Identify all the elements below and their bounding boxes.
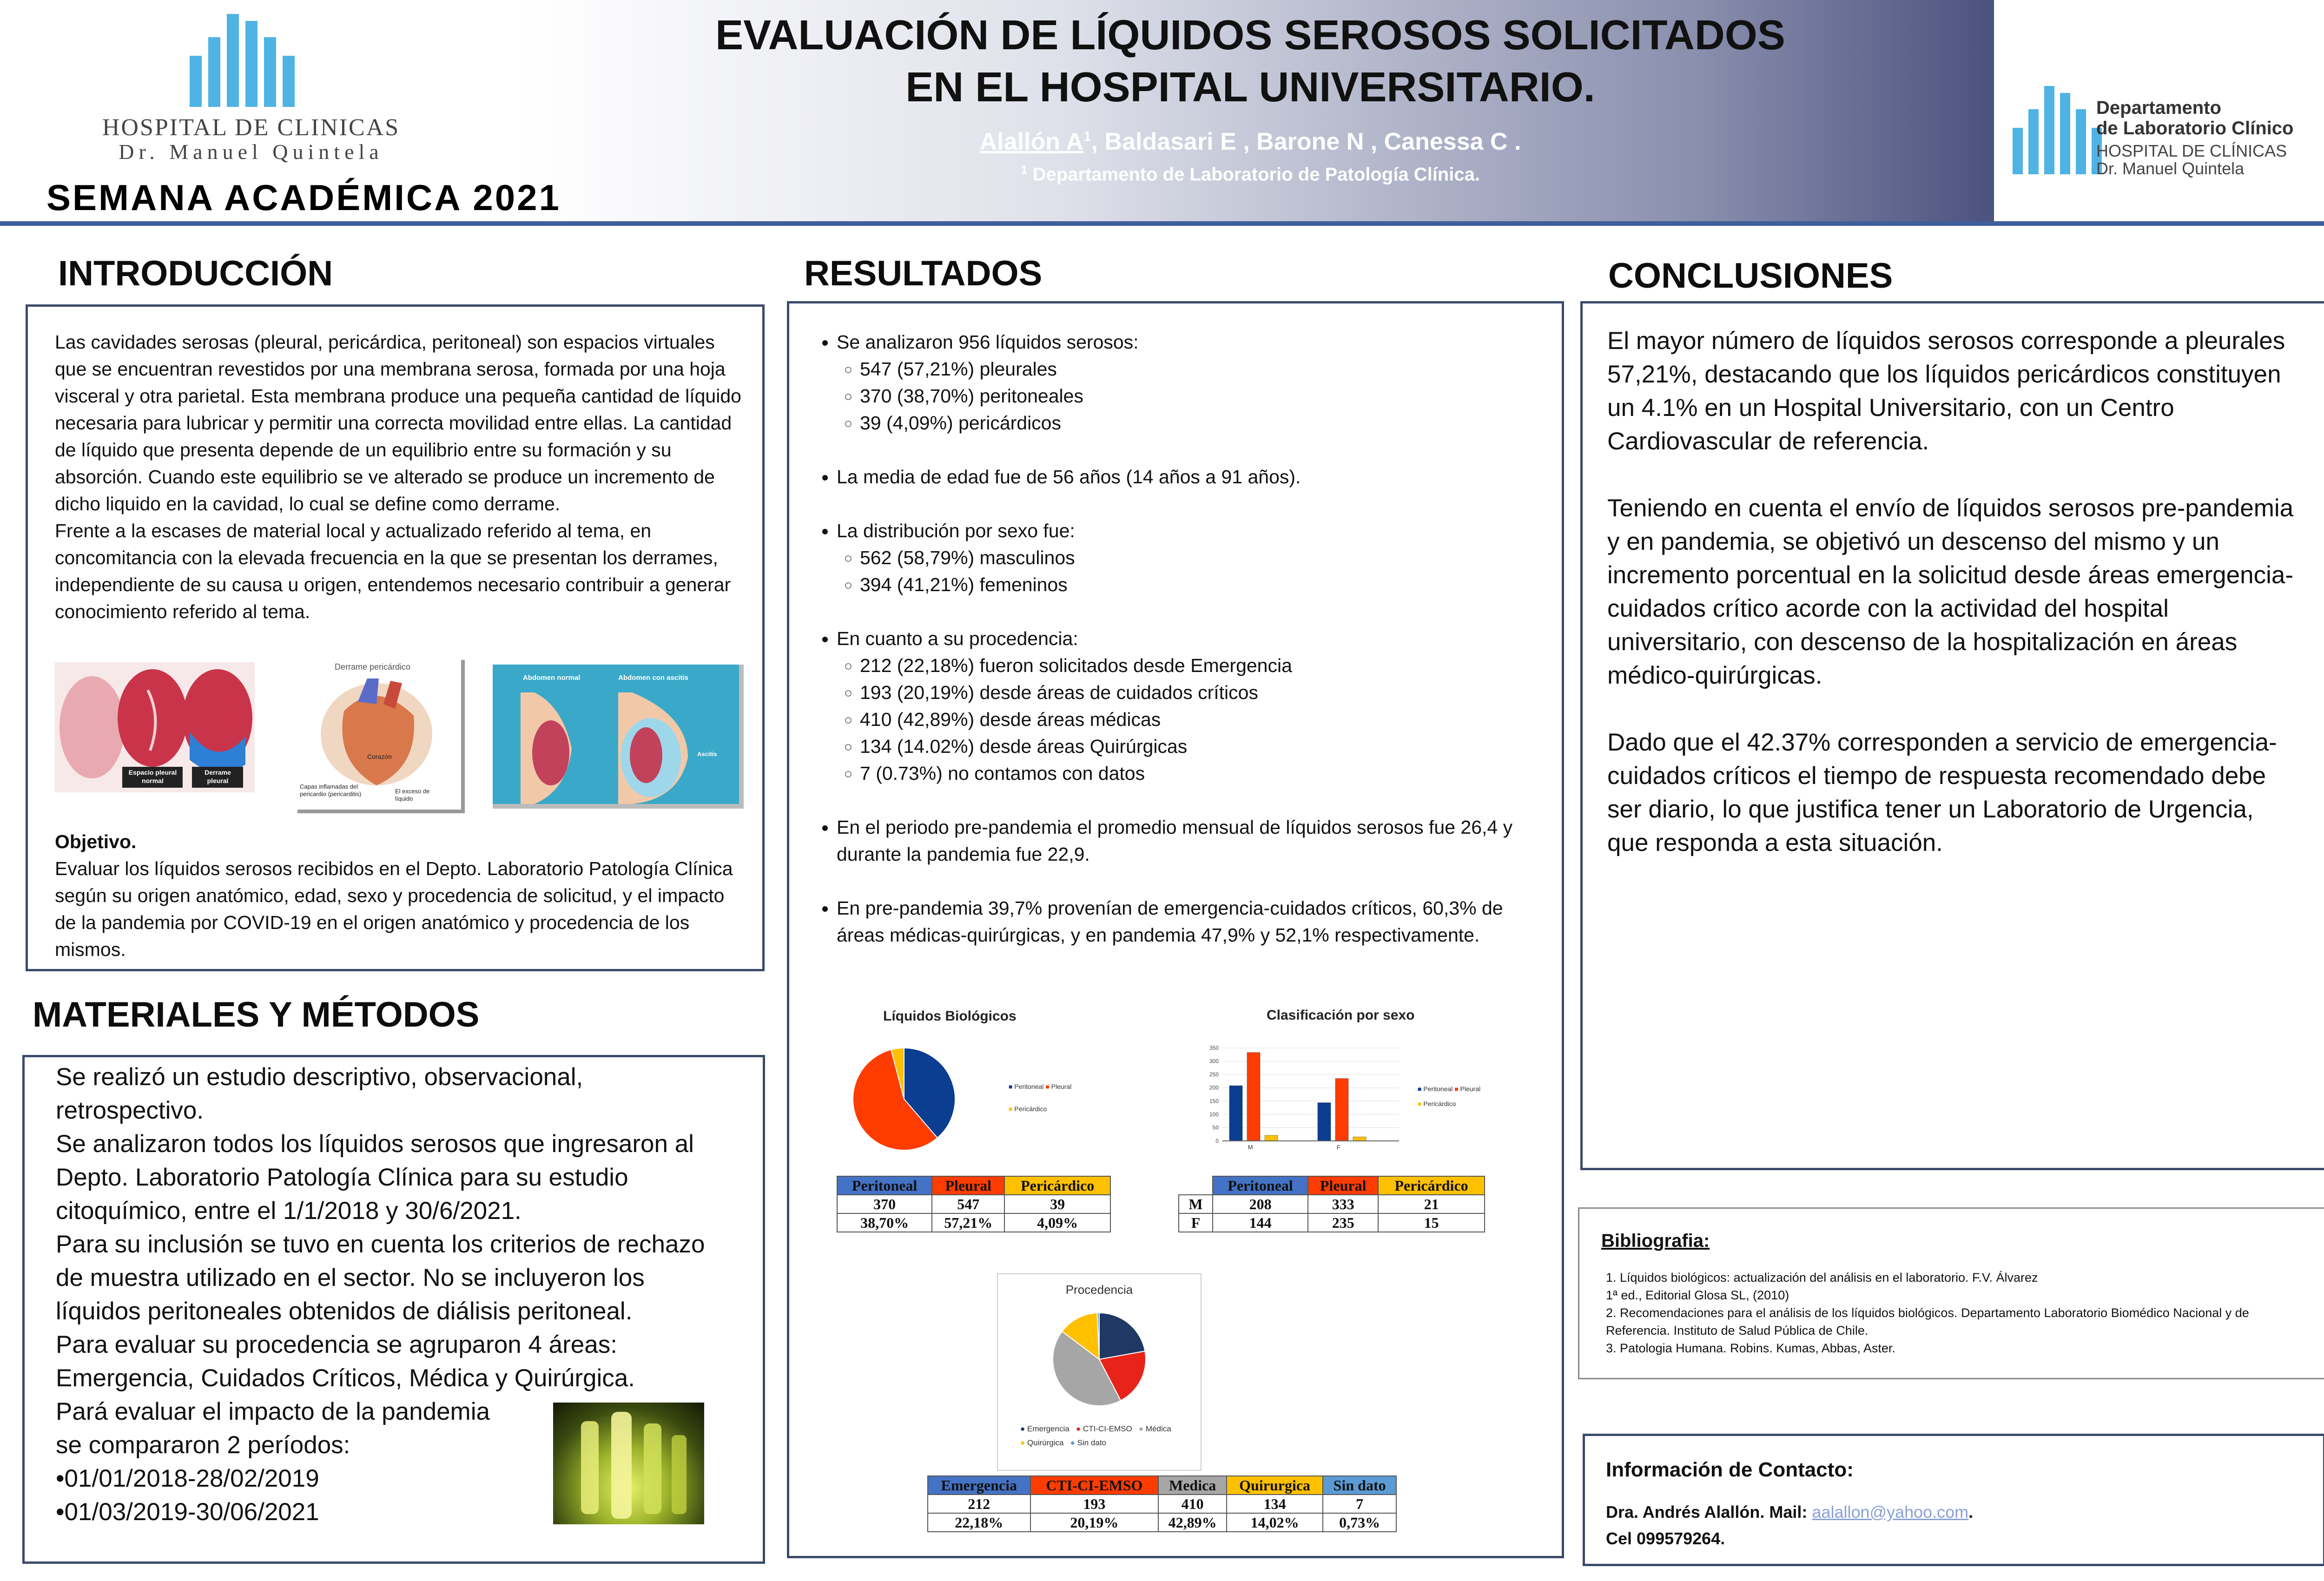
table-row	[1179, 1195, 1485, 1213]
legend-sin-dato: Sin dato	[1077, 1438, 1107, 1447]
result-subitem: ◦ 394 (41,21%) femeninos	[860, 571, 1543, 598]
result-subitem: ◦ 7 (0.73%) no contamos con datos	[860, 760, 1543, 787]
reference-item: 1ª ed., Editorial Glosa SL, (2010)	[1606, 1288, 1789, 1302]
event-name: SEMANA ACADÉMICA 2021	[46, 177, 561, 218]
dept-logo-line3: HOSPITAL DE CLÍNICAS	[2096, 141, 2287, 160]
conclusions-title: CONCLUSIONES	[1608, 256, 1893, 296]
result-item: • En cuanto a su procedencia: ◦ 212 (22,18%) fueron solicitados desde Emergencia ◦ 193 (20,19%) desde áreas de cuidados críticos ◦ 410 (42,89%) desde áreas médicas ◦ 134 (14.02%) desde áreas Quirúrgicas ◦ 7 (0.73%) no contamos con datos	[837, 625, 1543, 787]
legend-cti: CTI-CI-EMSO	[1083, 1424, 1132, 1433]
table-cell: F	[1179, 1213, 1213, 1232]
abdomen-icon	[493, 665, 744, 809]
excess-fluid-label: El exceso de líquido	[395, 788, 430, 802]
poster-title	[604, 9, 1896, 113]
table-header: Pleural	[932, 1176, 1004, 1195]
legend-emergencia: Emergencia	[1027, 1424, 1070, 1433]
hospital-name-line2: Dr. Manuel Quintela	[119, 140, 383, 164]
affil-sup: 1	[1021, 163, 1028, 177]
intro-paragraph-2: Frente a la escases de material local y actualizado referido al tema, en concomitancia con la elevada frecuencia en la que se presentan los derrames, independiente de su causa u origen, entendemos necesario contribuir a generar conocimiento referido al tema.	[55, 520, 731, 622]
test-tubes-photo	[553, 1403, 704, 1524]
chart1-title: Líquidos Biológicos	[883, 1008, 1017, 1024]
result-item: • Se analizaron 956 líquidos serosos: ◦ 547 (57,21%) pleurales ◦ 370 (38,70%) peritoneales ◦ 39 (4,09%) pericárdicos	[837, 329, 1543, 436]
table-cell: 333	[1308, 1195, 1378, 1213]
title-line-1: EVALUACIÓN DE LÍQUIDOS SEROSOS SOLICITADOS	[715, 12, 1785, 59]
methods-paragraph-4: Para evaluar su procedencia se agruparon 4 áreas: Emergencia, Cuidados Críticos, Médica y Quirúrgica.	[56, 1331, 635, 1392]
methods-paragraph-3: Para su inclusión se tuvo en cuenta los criterios de rechazo de muestra utilizado en el sector. No se incluyeron los líquidos peritoneales obtenidos de diálisis peritoneal.	[56, 1231, 705, 1325]
legend-pleural: Pleural	[1460, 1085, 1481, 1093]
table-cell: 14,02%	[1227, 1513, 1323, 1532]
reference-item: 2. Recomendaciones para el análisis de los líquidos biológicos. Departamento Laboratorio Biomédico Nacional y de Referencia. Instituto de Salud Pública de Chile.	[1606, 1306, 2249, 1337]
bar-f-pleural	[1335, 1079, 1348, 1141]
bibliography-list	[1606, 1269, 2303, 1357]
table-cell: 212	[928, 1495, 1030, 1513]
results-list	[809, 329, 1543, 949]
dept-logo-line2: de Laboratorio Clínico	[2096, 118, 2294, 138]
dept-logo-bars-icon	[2013, 86, 2102, 174]
chart3-legend: ● Emergencia ● CTI-CI-EMSO ● Médica ● Quirúrgica ● Sin dato	[1020, 1424, 1171, 1447]
intro-text	[55, 329, 743, 625]
result-item: • La distribución por sexo fue: ◦ 562 (58,79%) masculinos ◦ 394 (41,21%) femeninos	[837, 517, 1543, 598]
conclusion-paragraph-2: Teniendo en cuenta el envío de líquidos serosos pre-pandemia y en pandemia, se objetivó un descenso del mismo y un incremento porcentual en la solicitud desde áreas emergencia-cuidados crítico acorde con la actividad del hospital universitario, con descenso de la hospitalización en áreas médico-quirúrgicas.	[1607, 494, 2294, 689]
table-sexo	[1178, 1176, 1485, 1232]
table-cell: 57,21%	[932, 1213, 1004, 1232]
results-title: RESULTADOS	[804, 254, 1043, 293]
table-cell: 193	[1030, 1495, 1159, 1513]
methods-paragraph-2: Se analizaron todos los líquidos serosos que ingresaron al Depto. Laboratorio Patología Clínica para su estudio citoquímico, entre el 1/1/2018 y 30/6/2021.	[56, 1130, 694, 1225]
affiliation	[604, 163, 1896, 185]
pericardial-title: Derrame pericárdico	[335, 662, 411, 672]
result-subitem: ◦ 547 (57,21%) pleurales	[860, 356, 1543, 382]
reference-item: 1. Líquidos biológicos: actualización del análisis en el laboratorio. F.V. Álvarez	[1606, 1271, 2038, 1285]
table-header: Pericárdico	[1378, 1176, 1485, 1195]
y-tick-label: 200	[1209, 1084, 1219, 1091]
affiliation-text: Departamento de Laboratorio de Patología Clínica.	[1032, 164, 1480, 185]
legend-pericardico: Pericárdico	[1423, 1100, 1456, 1107]
result-subitem: ◦ 370 (38,70%) peritoneales	[860, 382, 1543, 409]
pericardial-illustration	[297, 660, 465, 813]
result-subitem: ◦ 212 (22,18%) fueron solicitados desde Emergencia	[860, 652, 1543, 679]
table-cell: 22,18%	[928, 1513, 1030, 1532]
objective-block	[55, 828, 743, 963]
sexo-bar-chart	[1199, 1041, 1408, 1157]
authors	[604, 128, 1896, 156]
conclusions-text	[1607, 324, 2295, 860]
methods-paragraph-5a: Pará evaluar el impacto de la pandemia	[56, 1398, 490, 1425]
bar-m-peric-rdico	[1265, 1135, 1278, 1141]
author-sup: 1	[1083, 129, 1091, 145]
ascites-label: Ascitis	[697, 751, 717, 758]
result-item: • En el periodo pre-pandemia el promedio mensual de líquidos serosos fue 26,4 y durante la pandemia fue 22,9.	[837, 814, 1543, 868]
table-row	[928, 1495, 1396, 1513]
conclusion-paragraph-3: Dado que el 42.37% corresponden a servicio de emergencia-cuidados críticos el tiempo de respuesta recomendado debe ser diario, lo que justifica tener un Laboratorio de Urgencia, que responda a esta situación.	[1607, 729, 2277, 856]
ascites-illustration	[493, 665, 744, 809]
methods-paragraph-1: Se realizó un estudio descriptivo, observacional, retrospectivo.	[56, 1063, 583, 1124]
x-tick-label: F	[1337, 1144, 1340, 1151]
contact-email-line	[1606, 1502, 1973, 1522]
normal-abdomen-label: Abdomen normal	[523, 674, 581, 682]
chart1-legend: ■ Peritoneal ■ Pleural ■ Pericárdico	[1009, 1083, 1072, 1113]
bar-f-peric-rdico	[1353, 1137, 1366, 1141]
methods-title: MATERIALES Y MÉTODOS	[33, 995, 480, 1034]
legend-medica: Médica	[1145, 1424, 1171, 1433]
chart3-title: Procedencia	[1065, 1283, 1133, 1297]
y-tick-label: 150	[1209, 1098, 1219, 1105]
table-cell: 15	[1378, 1213, 1485, 1232]
legend-peritoneal: Peritoneal	[1014, 1083, 1044, 1090]
bar-m-pleural	[1247, 1053, 1260, 1141]
other-authors: , Baldasari E , Barone N , Canessa C .	[1091, 128, 1521, 155]
test-tubes-icon	[553, 1403, 704, 1524]
first-author: Alallón A	[979, 128, 1083, 155]
table-row	[928, 1513, 1396, 1532]
pericardium-label: Capas inflamadas del pericardio (pericarditis)	[300, 783, 362, 797]
table-cell: 134	[1227, 1495, 1323, 1513]
result-subitem: ◦ 562 (58,79%) masculinos	[860, 544, 1543, 571]
y-tick-label: 0	[1215, 1138, 1219, 1144]
table-cell: 235	[1308, 1213, 1378, 1232]
contact-name: Dra. Andrés Alallón. Mail:	[1606, 1502, 1812, 1522]
contact-phone: Cel 099579264.	[1606, 1529, 1725, 1548]
methods-period-2: •01/03/2019-30/06/2021	[56, 1498, 319, 1526]
legend-peritoneal: Peritoneal	[1423, 1085, 1453, 1093]
table-header: Quirurgica	[1227, 1476, 1323, 1495]
table-header: Pleural	[1308, 1176, 1378, 1195]
table-cell: 20,19%	[1030, 1513, 1159, 1532]
table-header: Sin dato	[1323, 1476, 1396, 1495]
legend-pleural: Pleural	[1051, 1083, 1072, 1090]
table-cell: 42,89%	[1158, 1513, 1227, 1532]
table-cell: 370	[837, 1195, 932, 1213]
reference-item: 3. Patologia Humana. Robins. Kumas, Abbas, Aster.	[1606, 1341, 1895, 1355]
objective-text: Evaluar los líquidos serosos recibidos en el Depto. Laboratorio Patología Clínica según su origen anatómico, edad, sexo y procedencia de solicitud, y el impacto de la pandemia por COVID-19 en el origen anatómico y procedencia de los mismos.	[55, 858, 733, 960]
department-logo	[2013, 86, 2102, 174]
dept-logo-line4: Dr. Manuel Quintela	[2096, 159, 2245, 178]
ascites-abdomen-label: Abdomen con ascitis	[618, 674, 688, 682]
y-tick-label: 250	[1209, 1071, 1219, 1078]
result-item: • En pre-pandemia 39,7% provenían de emergencia-cuidados críticos, 60,3% de áreas médicas-quirúrgicas, y en pandemia 47,9% y 52,1% respectivamente.	[837, 895, 1543, 949]
table-header: Pericárdico	[1004, 1176, 1110, 1195]
logo-bars-icon	[190, 14, 295, 107]
liquidos-pie-chart	[851, 1046, 967, 1162]
result-subitem: ◦ 134 (14.02%) desde áreas Quirúrgicas	[860, 733, 1543, 760]
chart2-title: Clasificación por sexo	[1267, 1008, 1415, 1023]
legend-pericardico: Pericárdico	[1014, 1105, 1047, 1113]
table-procedencia	[927, 1476, 1397, 1532]
procedencia-pie-chart	[1048, 1308, 1150, 1410]
methods-period-1: •01/01/2018-28/02/2019	[56, 1465, 319, 1492]
chart2-legend: ■ Peritoneal ■ Pleural ■ Pericárdico	[1418, 1085, 1481, 1107]
pleural-illustration	[55, 662, 255, 792]
heart-label: Corazón	[367, 753, 392, 760]
bar-m-peritoneal	[1229, 1086, 1242, 1141]
x-tick-label: M	[1248, 1144, 1253, 1151]
table-header: Peritoneal	[837, 1176, 932, 1195]
objective-label: Objetivo.	[55, 831, 137, 852]
intro-title: INTRODUCCIÓN	[58, 254, 333, 293]
bibliography-title: Bibliografia:	[1601, 1231, 1710, 1251]
dept-logo-line1: Departamento	[2096, 98, 2221, 118]
table-header: Medica	[1158, 1476, 1227, 1495]
table-row	[1179, 1213, 1485, 1232]
table-header: CTI-CI-EMSO	[1030, 1476, 1159, 1495]
result-subitem: ◦ 410 (42,89%) desde áreas médicas	[860, 706, 1543, 733]
table-cell: 4,09%	[1004, 1213, 1110, 1232]
table-cell: 208	[1213, 1195, 1308, 1213]
table-cell: 0,73%	[1323, 1513, 1396, 1532]
table-liquidos	[837, 1176, 1111, 1232]
contact-period: .	[1968, 1502, 1974, 1522]
table-row	[837, 1195, 1110, 1213]
table-cell: 7	[1323, 1495, 1396, 1513]
y-tick-label: 300	[1209, 1058, 1219, 1065]
legend-quirurgica: Quirúrgica	[1027, 1438, 1064, 1447]
table-corner	[1179, 1176, 1213, 1195]
header-divider	[0, 221, 2324, 226]
pleural-normal-label: Espacio pleural normal	[128, 769, 177, 784]
pleural-effusion-label: Derrame pleural	[205, 769, 231, 784]
result-item: • La media de edad fue de 56 años (14 años a 91 años).	[837, 463, 1543, 490]
y-tick-label: 50	[1212, 1124, 1219, 1131]
table-cell: 547	[932, 1195, 1004, 1213]
contact-email-link[interactable]: aalallon@yahoo.com	[1812, 1502, 1969, 1522]
y-tick-label: 350	[1209, 1045, 1219, 1051]
title-line-2: EN EL HOSPITAL UNIVERSITARIO.	[905, 64, 1595, 111]
intro-paragraph-1: Las cavidades serosas (pleural, pericárdica, peritoneal) son espacios virtuales que se encuentran revestidos por una membrana serosa, formada por una hoja visceral y otra parietal. Esta membrana produce una pequeña cantidad de líquido necesaria para lubricar y permitir una correcta movilidad entre ellas. La cantidad de líquido que presenta depende de un equilibrio entre su formación y su absorción. Cuando este equilibrio se ve alterado se produce un incremento de dicho liquido en la cavidad, lo cual se define como derrame.	[55, 331, 741, 514]
hospital-logo	[190, 14, 295, 107]
result-subitem: ◦ 193 (20,19%) desde áreas de cuidados críticos	[860, 679, 1543, 706]
table-cell: 38,70%	[837, 1213, 932, 1232]
table-header: Emergencia	[928, 1476, 1030, 1495]
table-cell: M	[1179, 1195, 1213, 1213]
y-tick-label: 100	[1209, 1111, 1219, 1118]
table-cell: 39	[1004, 1195, 1110, 1213]
table-row	[837, 1213, 1110, 1232]
contact-title: Información de Contacto:	[1606, 1458, 1854, 1481]
table-header: Peritoneal	[1213, 1176, 1308, 1195]
hospital-name-line1: HOSPITAL DE CLINICAS	[102, 114, 400, 141]
methods-paragraph-5b: se compararon 2 períodos:	[56, 1431, 350, 1459]
table-cell: 410	[1158, 1495, 1227, 1513]
table-cell: 144	[1213, 1213, 1308, 1232]
bar-f-peritoneal	[1318, 1103, 1331, 1141]
conclusion-paragraph-1: El mayor número de líquidos serosos corresponde a pleurales 57,21%, destacando que los líquidos pericárdicos constituyen un 4.1% en un Hospital Universitario, con un Centro Cardiovascular de referencia.	[1607, 327, 2285, 455]
table-cell: 21	[1378, 1195, 1485, 1213]
result-subitem: ◦ 39 (4,09%) pericárdicos	[860, 409, 1543, 436]
results-text	[809, 329, 1543, 975]
